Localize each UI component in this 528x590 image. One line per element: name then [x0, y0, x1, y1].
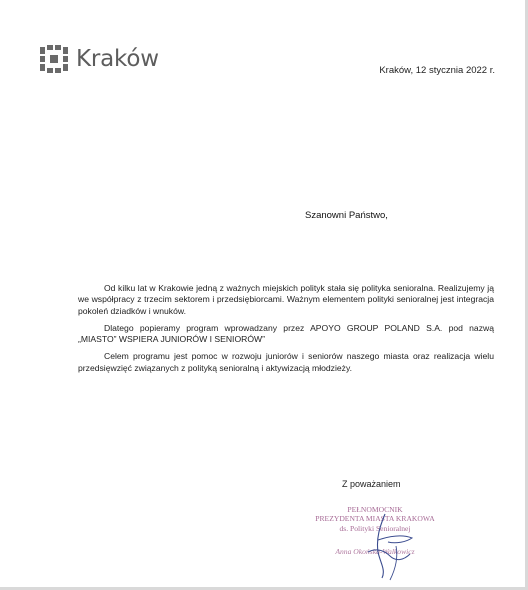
- stamp-department: ds. Polityki Senioralnej: [339, 523, 411, 533]
- closing: Z poważaniem: [342, 479, 401, 489]
- stamp-office: PREZYDENTA MIASTA KRAKOWA: [315, 514, 435, 524]
- letter-body: [78, 283, 494, 380]
- paragraph: Celem programu jest pomoc w rozwoju juniorów i seniorów naszego miasta oraz realizacja wielu przedsięwzięć związanych z polityką senioralną i aktywizacją młodzieży.: [78, 351, 494, 373]
- logo-wordmark: Kraków: [76, 45, 159, 72]
- letter-date: Kraków, 12 stycznia 2022 r.: [379, 65, 495, 76]
- paragraph: Dlatego popieramy program wprowadzany przez APOYO GROUP POLAND S.A. pod nazwą „MIASTO” WSPIERA JUNIORÓW I SENIORÓW”: [78, 322, 494, 345]
- paragraph: Od kilku lat w Krakowie jedną z ważnych miejskich polityk stała się polityka senioralna. Realizujemy ją we współpracy z trzecim sektorem i przedsiębiorcami. Ważnym elementem polityki senioralnej jest integracja pokoleń dziadków i wnuków.: [78, 283, 494, 316]
- krakow-logo: [40, 42, 159, 76]
- handwritten-signature: [310, 512, 450, 582]
- stamp-name: Anna Okońska-Walkowicz: [335, 547, 415, 557]
- krakow-crown-icon: [40, 45, 68, 73]
- stamp-title: PEŁNOMOCNIK: [347, 505, 403, 514]
- salutation: Szanowni Państwo,: [305, 210, 388, 221]
